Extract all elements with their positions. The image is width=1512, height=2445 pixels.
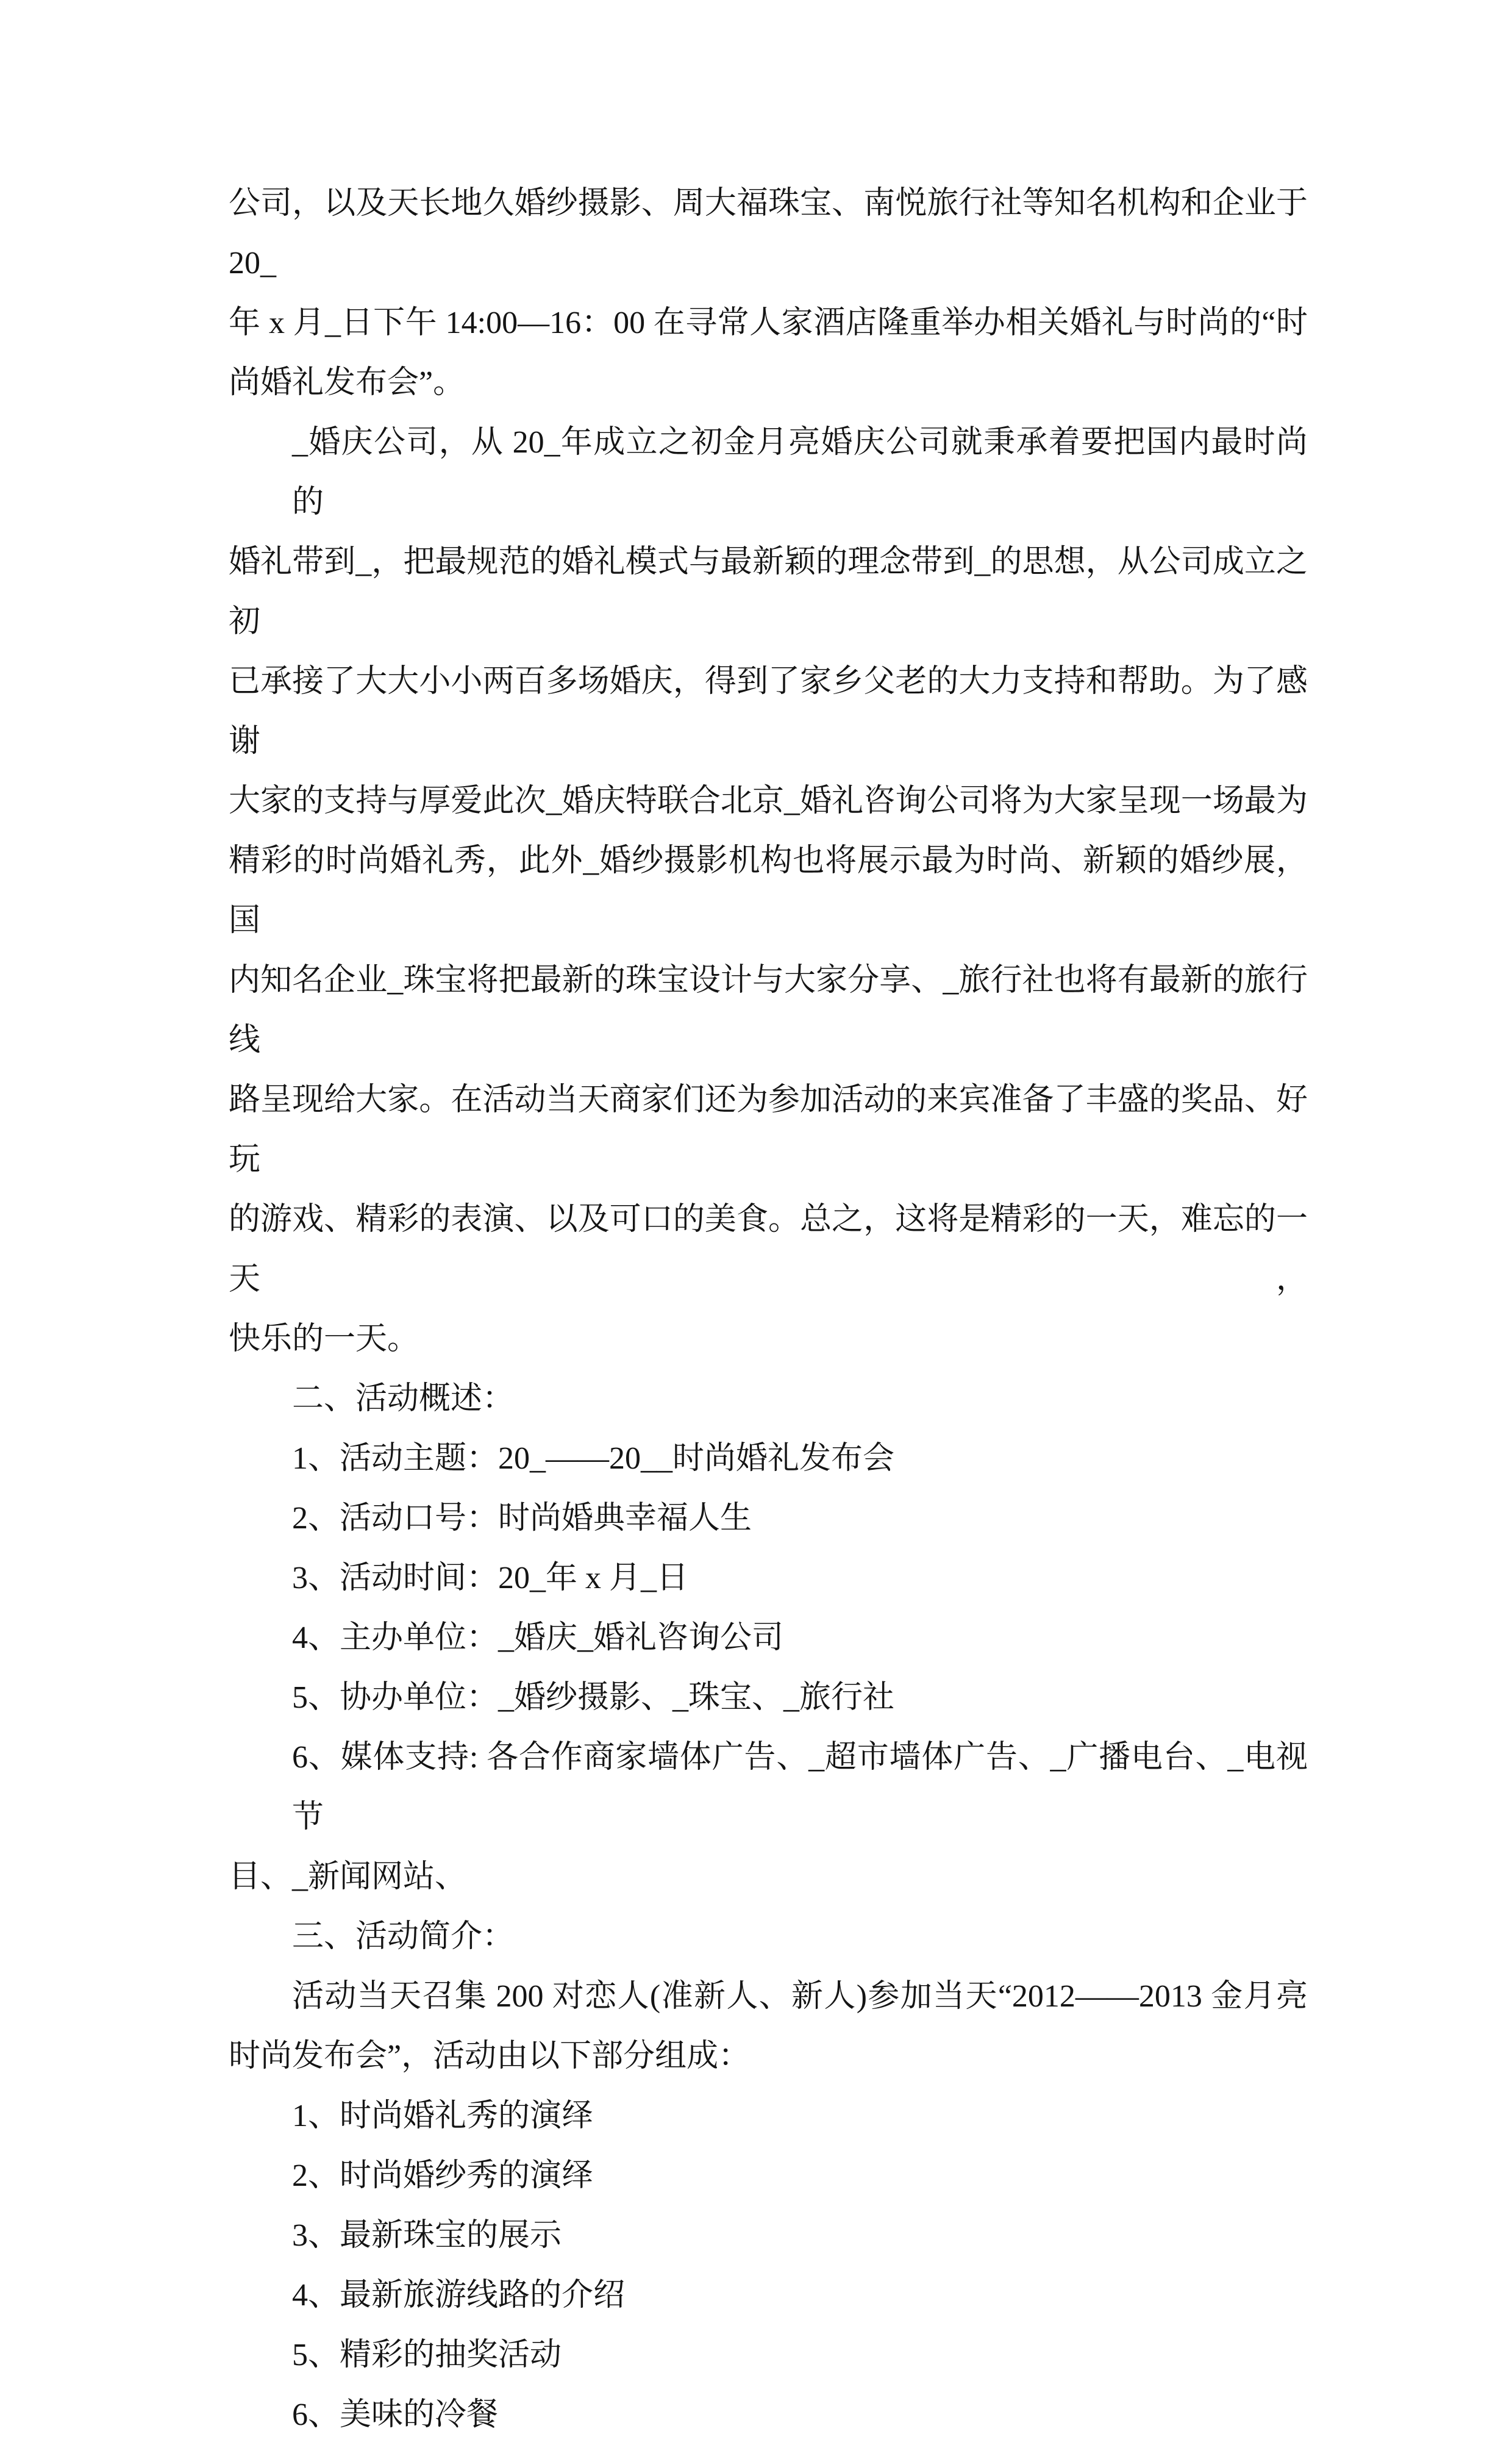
text-line: 1、活动主题：20_——20__时尚婚礼发布会 xyxy=(292,1441,895,1476)
text-line: 二、活动概述： xyxy=(292,1381,515,1416)
text-line: 6、媒体支持: 各合作商家墙体广告、_超市墙体广告、_广播电台、_电视节 xyxy=(292,1740,1308,1835)
text-line: 大家的支持与厚爱此次_婚庆特联合北京_婚礼咨询公司将为大家呈现一场最为 xyxy=(229,784,1308,818)
text-line: 的游戏、精彩的表演、以及可口的美食。总之，这将是精彩的一天，难忘的一天， xyxy=(229,1202,1308,1297)
text-line: 婚礼带到_，把最规范的婚礼模式与最新颖的理念带到_的思想，从公司成立之初 xyxy=(229,545,1308,639)
document-text-body xyxy=(229,174,1316,2445)
text-line: 1、时尚婚礼秀的演绎 xyxy=(292,2099,594,2133)
text-line: 4、最新旅游线路的介绍 xyxy=(292,2278,626,2313)
text-line: 时尚发布会”，活动由以下部分组成： xyxy=(229,2039,751,2074)
text-line: 4、主办单位：_婚庆_婚礼咨询公司 xyxy=(292,1620,784,1655)
text-line: 路呈现给大家。在活动当天商家们还为参加活动的来宾准备了丰盛的奖品、好玩 xyxy=(229,1083,1308,1177)
text-line: 内知名企业_珠宝将把最新的珠宝设计与大家分享、_旅行社也将有最新的旅行线 xyxy=(229,963,1308,1058)
text-line: 5、精彩的抽奖活动 xyxy=(292,2338,562,2372)
text-line: 3、最新珠宝的展示 xyxy=(292,2218,562,2253)
text-line: 6、美味的冷餐 xyxy=(292,2397,499,2432)
text-line: 目、_新闻网站、 xyxy=(229,1860,467,1894)
text-line: 活动当天召集 200 对恋人(准新人、新人)参加当天“2012——2013 金月亮 xyxy=(292,1979,1308,2014)
text-line: 2、时尚婚纱秀的演绎 xyxy=(292,2158,594,2193)
text-line: 2、活动口号：时尚婚典幸福人生 xyxy=(292,1501,752,1536)
text-line: 尚婚礼发布会”。 xyxy=(229,365,465,400)
text-line: 精彩的时尚婚礼秀，此外_婚纱摄影机构也将展示最为时尚、新颖的婚纱展，国 xyxy=(229,843,1308,938)
text-line: 年 x 月_日下午 14:00—16：00 在寻常人家酒店隆重举办相关婚礼与时尚的“时 xyxy=(229,306,1308,340)
text-line: 三、活动简介： xyxy=(292,1919,515,1954)
text-line: 5、协办单位：_婚纱摄影、_珠宝、_旅行社 xyxy=(292,1680,895,1715)
text-line: 已承接了大大小小两百多场婚庆，得到了家乡父老的大力支持和帮助。为了感谢 xyxy=(229,664,1308,759)
text-line: 公司，以及天长地久婚纱摄影、周大福珠宝、南悦旅行社等知名机构和企业于 20_ xyxy=(229,186,1316,281)
text-line: _婚庆公司，从 20_年成立之初金月亮婚庆公司就秉承着要把国内最时尚的 xyxy=(292,425,1308,520)
text-line: 3、活动时间：20_年 x 月_日 xyxy=(292,1561,689,1595)
text-line: 快乐的一天。 xyxy=(229,1322,419,1356)
